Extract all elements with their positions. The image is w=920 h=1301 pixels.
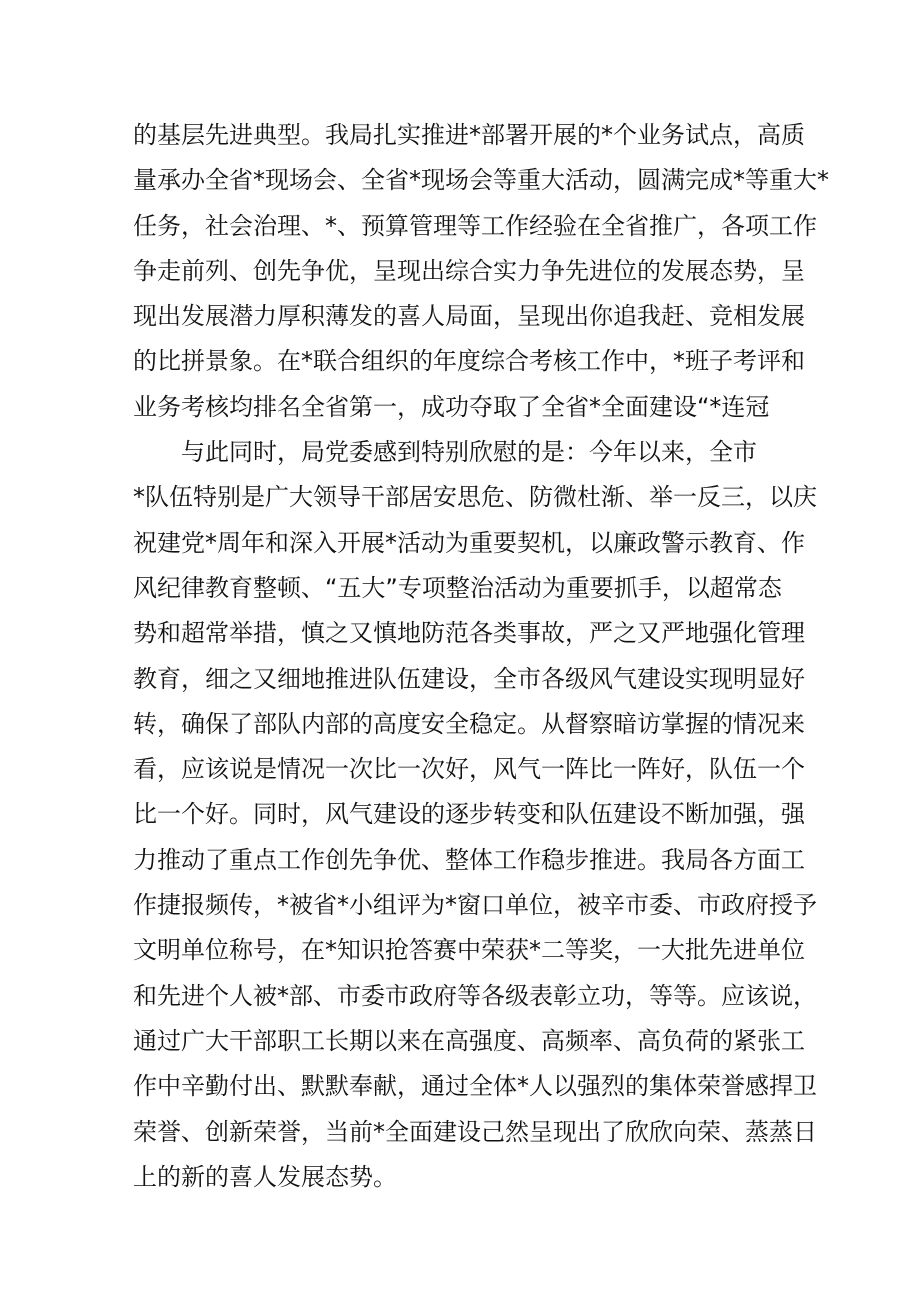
text-line: 和先进个人被*部、市委市政府等各级表彰立功，等等。应该说， [133,981,817,1010]
text-line: 上的新的喜人发展态势。 [133,1162,397,1191]
text-line: 荣誉、创新荣誉，当前*全面建设己然呈现出了欣欣向荣、蒸蒸日 [133,1117,817,1146]
text-line: 文明单位称号，在*知识抢答赛中荣获*二等奖，一大批先进单位 [133,936,805,965]
text-line: 风纪律教育整顿、“五大”专项整治活动为重要抓手，以超常态 [133,573,782,602]
text-line: 教育，细之又细地推进队伍建设，全市各级风气建设实现明显好 [133,664,805,693]
text-line: 力推动了重点工作创先争优、整体工作稳步推进。我局各方面工 [133,845,805,874]
text-line: 业务考核均排名全省第一，成功夺取了全省*全面建设“*连冠 [133,392,770,421]
text-line: 争走前列、创先争优，呈现出综合实力争先进位的发展态势，呈 [133,256,805,285]
paragraph-first-line: 与此同时，局党委感到特别欣慰的是：今年以来，全市 [181,438,757,467]
text-line: 转，确保了部队内部的高度安全稳定。从督察暗访掌握的情况来 [133,709,805,738]
text-line: 的基层先进典型。我局扎实推进*部署开展的*个业务试点，高质 [133,121,805,149]
text-line: 比一个好。同时，风气建设的逐步转变和队伍建设不断加强，强 [133,800,805,829]
text-line: 祝建党*周年和深入开展*活动为重要契机，以廉政警示教育、作 [133,528,805,557]
body-text [133,113,829,1200]
text-line: 作捷报频传，*被省*小组评为*窗口单位，被辛市委、市政府授予 [133,891,817,920]
text-line: 看，应该说是情况一次比一次好，风气一阵比一阵好，队伍一个 [133,755,805,784]
text-line: 作中辛勤付出、默默奉献，通过全体*人以强烈的集体荣誉感捍卫 [133,1072,817,1101]
text-line: 势和超常举措，慎之又慎地防范各类事故，严之又严地强化管理 [133,619,805,648]
text-line: 通过广大干部职工长期以来在高强度、高频率、高负荷的紧张工 [133,1026,805,1055]
text-line: 现出发展潜力厚积薄发的喜人局面，呈现出你追我赶、竞相发展 [133,302,805,331]
text-line: 量承办全省*现场会、全省*现场会等重大活动，圆满完成*等重大* [133,166,829,195]
text-line: 的比拼景象。在*联合组织的年度综合考核工作中，*班子考评和 [133,347,805,376]
text-line: *队伍特别是广大领导干部居安思危、防微杜渐、举一反三，以庆 [133,483,817,512]
text-line: 任务，社会治理、*、预算管理等工作经验在全省推广，各项工作 [133,211,817,240]
